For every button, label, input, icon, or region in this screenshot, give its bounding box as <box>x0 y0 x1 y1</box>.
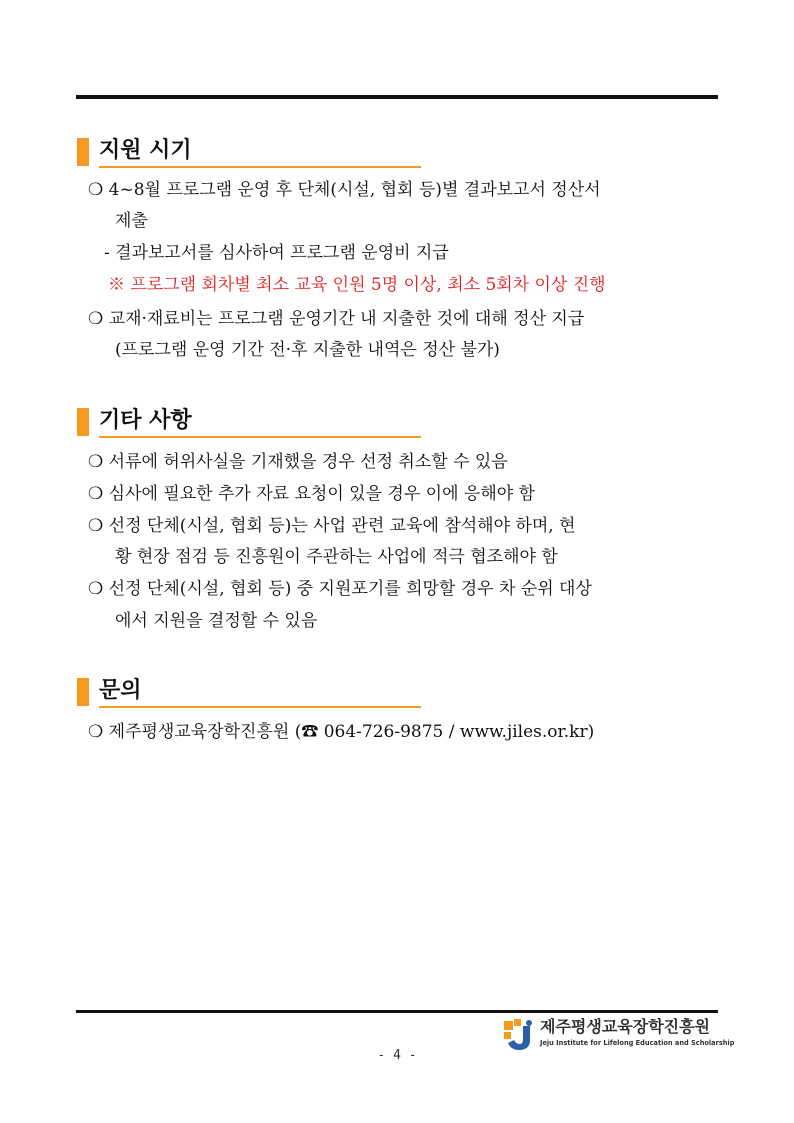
section-underline <box>99 166 421 168</box>
page-number: - 4 - <box>377 1048 417 1063</box>
section-marker <box>77 678 89 706</box>
bullet-line: ❍ 심사에 필요한 추가 자료 요청이 있을 경우 이에 응해야 함 <box>88 484 535 504</box>
contact-line: ❍ 제주평생교육장학진흥원 (☎ 064-726-9875 / www.jiles.or.kr) <box>88 722 595 742</box>
section-title: 지원 시기 <box>99 138 192 163</box>
bottom-rule <box>76 1010 718 1013</box>
bullet-line: ❍ 4~8월 프로그램 운영 후 단체(시설, 협회 등)별 결과보고서 정산서 <box>88 180 601 200</box>
section-underline <box>99 706 421 708</box>
section-underline <box>99 436 421 438</box>
bullet-line: ❍ 교재·재료비는 프로그램 운영기간 내 지출한 것에 대해 정산 지급 <box>88 309 585 329</box>
section-title: 문의 <box>99 678 142 703</box>
bullet-line: ❍ 선정 단체(시설, 협회 등)는 사업 관련 교육에 참석해야 하며, 현 <box>88 516 576 536</box>
bullet-line: ❍ 선정 단체(시설, 협회 등) 중 지원포기를 희망할 경우 차 순위 대상 <box>88 579 592 599</box>
continuation-line: 제출 <box>115 211 148 231</box>
section-title: 기타 사항 <box>99 408 192 433</box>
section-marker <box>77 138 89 166</box>
institute-name: 제주평생교육장학진흥원 <box>540 1017 711 1036</box>
continuation-line: 황 현장 점검 등 진흥원이 주관하는 사업에 적극 협조해야 함 <box>115 547 558 567</box>
top-rule <box>76 95 718 99</box>
institute-name-english: Jeju Institute for Lifelong Education and Scholarship <box>540 1039 735 1047</box>
bullet-line: ❍ 서류에 허위사실을 기재했을 경우 선정 취소할 수 있음 <box>88 452 508 472</box>
continuation-line: 에서 지원을 결정할 수 있음 <box>115 611 318 631</box>
sub-item-line: - 결과보고서를 심사하여 프로그램 운영비 지급 <box>104 243 449 263</box>
continuation-line: (프로그램 운영 기간 전·후 지출한 내역은 정산 불가) <box>115 340 500 360</box>
note-line: ※ 프로그램 회차별 최소 교육 인원 5명 이상, 최소 5회차 이상 진행 <box>108 275 606 295</box>
institute-emblem-icon <box>502 1018 536 1052</box>
section-marker <box>77 408 89 436</box>
